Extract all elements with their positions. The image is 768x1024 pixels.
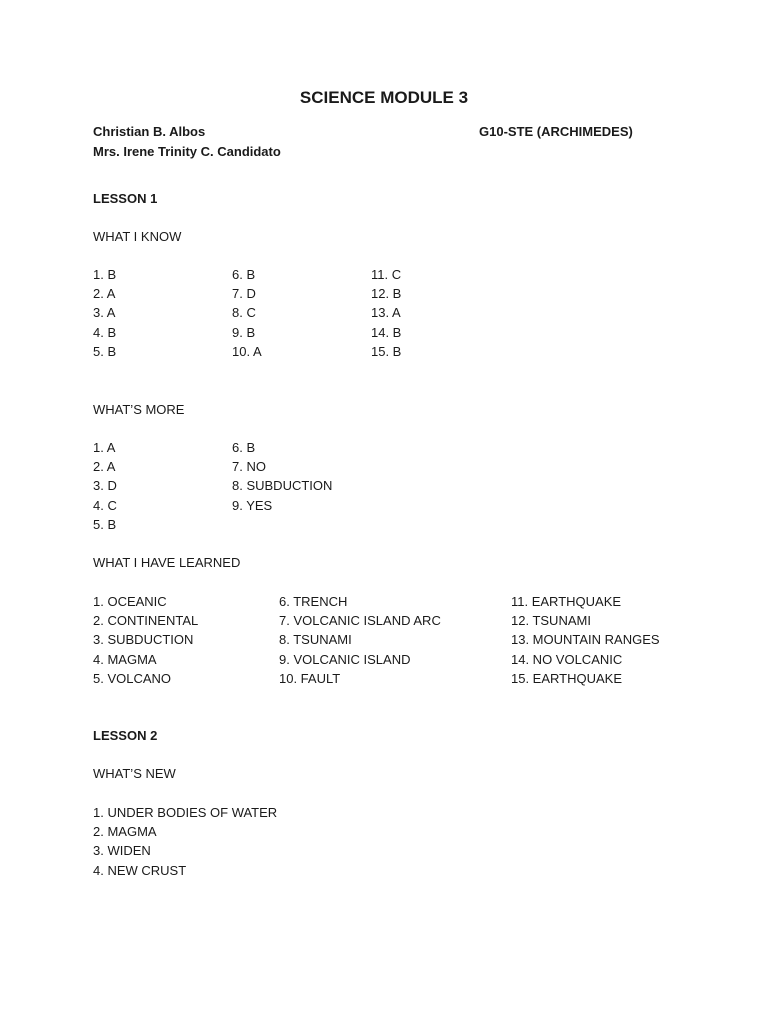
- answer-item: 15. B: [371, 343, 402, 359]
- whats-new-list: [93, 803, 277, 880]
- answer-item: 4. B: [93, 324, 117, 340]
- answer-item: 4. NEW CRUST: [93, 862, 187, 878]
- what-i-have-learned-heading: WHAT I HAVE LEARNED: [93, 555, 241, 570]
- answer-item: 5. B: [93, 516, 117, 532]
- student-name: Christian B. Albos: [93, 124, 206, 139]
- answer-item: 12. B: [371, 286, 402, 302]
- answer-item: 2. CONTINENTAL: [93, 613, 199, 629]
- teacher-name: Mrs. Irene Trinity C. Candidato: [93, 144, 281, 159]
- answer-item: 4. MAGMA: [93, 651, 157, 667]
- answer-item: 6. B: [232, 267, 256, 282]
- answer-item: 11. C: [371, 267, 402, 282]
- whats-more-heading: WHAT’S MORE: [93, 402, 185, 417]
- answer-item: 3. D: [93, 478, 117, 494]
- page-title: SCIENCE MODULE 3: [299, 88, 469, 107]
- answer-item: 8. SUBDUCTION: [232, 478, 333, 494]
- what-i-know-col1: [93, 265, 116, 361]
- answer-item: 2. A: [93, 459, 116, 475]
- answer-item: 9. YES: [232, 497, 273, 513]
- whats-new-heading: WHAT’S NEW: [93, 766, 176, 781]
- answer-item: 7. D: [232, 286, 256, 302]
- answer-item: 6. B: [232, 440, 256, 455]
- answer-item: 2. MAGMA: [93, 824, 157, 840]
- answer-item: 1. UNDER BODIES OF WATER: [93, 805, 278, 820]
- answer-item: 14. B: [371, 324, 402, 340]
- what-i-have-learned-col2: [279, 592, 441, 688]
- whats-more-col2: [232, 438, 332, 515]
- answer-item: 1. A: [93, 440, 116, 455]
- answer-item: 3. SUBDUCTION: [93, 632, 194, 648]
- answer-item: 10. A: [232, 343, 262, 359]
- what-i-have-learned-col1: [93, 592, 198, 688]
- answer-item: 10. FAULT: [279, 670, 341, 686]
- answer-item: 1. B: [93, 267, 117, 282]
- answer-item: 7. NO: [232, 459, 266, 475]
- answer-item: 13. A: [371, 305, 401, 321]
- answer-item: 2. A: [93, 286, 116, 302]
- lesson1-heading: LESSON 1: [93, 191, 158, 206]
- answer-item: 4. C: [93, 497, 117, 513]
- answer-item: 15. EARTHQUAKE: [511, 670, 623, 686]
- what-i-have-learned-col3: [511, 592, 660, 688]
- what-i-know-col3: [371, 265, 401, 361]
- answer-item: 8. TSUNAMI: [279, 632, 352, 648]
- answer-item: 14. NO VOLCANIC: [511, 651, 623, 667]
- answer-item: 11. EARTHQUAKE: [511, 594, 622, 609]
- answer-item: 3. A: [93, 305, 116, 321]
- answer-item: 8. C: [232, 305, 256, 321]
- what-i-know-heading: WHAT I KNOW: [93, 229, 182, 244]
- answer-item: 12. TSUNAMI: [511, 613, 591, 629]
- answer-item: 9. VOLCANIC ISLAND: [279, 651, 411, 667]
- section-label: G10-STE (ARCHIMEDES): [479, 124, 633, 139]
- what-i-know-col2: [232, 265, 262, 361]
- answer-item: 13. MOUNTAIN RANGES: [511, 632, 660, 648]
- whats-more-col1: [93, 438, 117, 534]
- answer-item: 3. WIDEN: [93, 843, 151, 859]
- answer-item: 9. B: [232, 324, 256, 340]
- answer-item: 7. VOLCANIC ISLAND ARC: [279, 613, 441, 629]
- answer-item: 5. VOLCANO: [93, 670, 172, 686]
- lesson2-heading: LESSON 2: [93, 728, 158, 743]
- answer-item: 1. OCEANIC: [93, 594, 167, 609]
- answer-item: 5. B: [93, 343, 117, 359]
- answer-item: 6. TRENCH: [279, 594, 348, 609]
